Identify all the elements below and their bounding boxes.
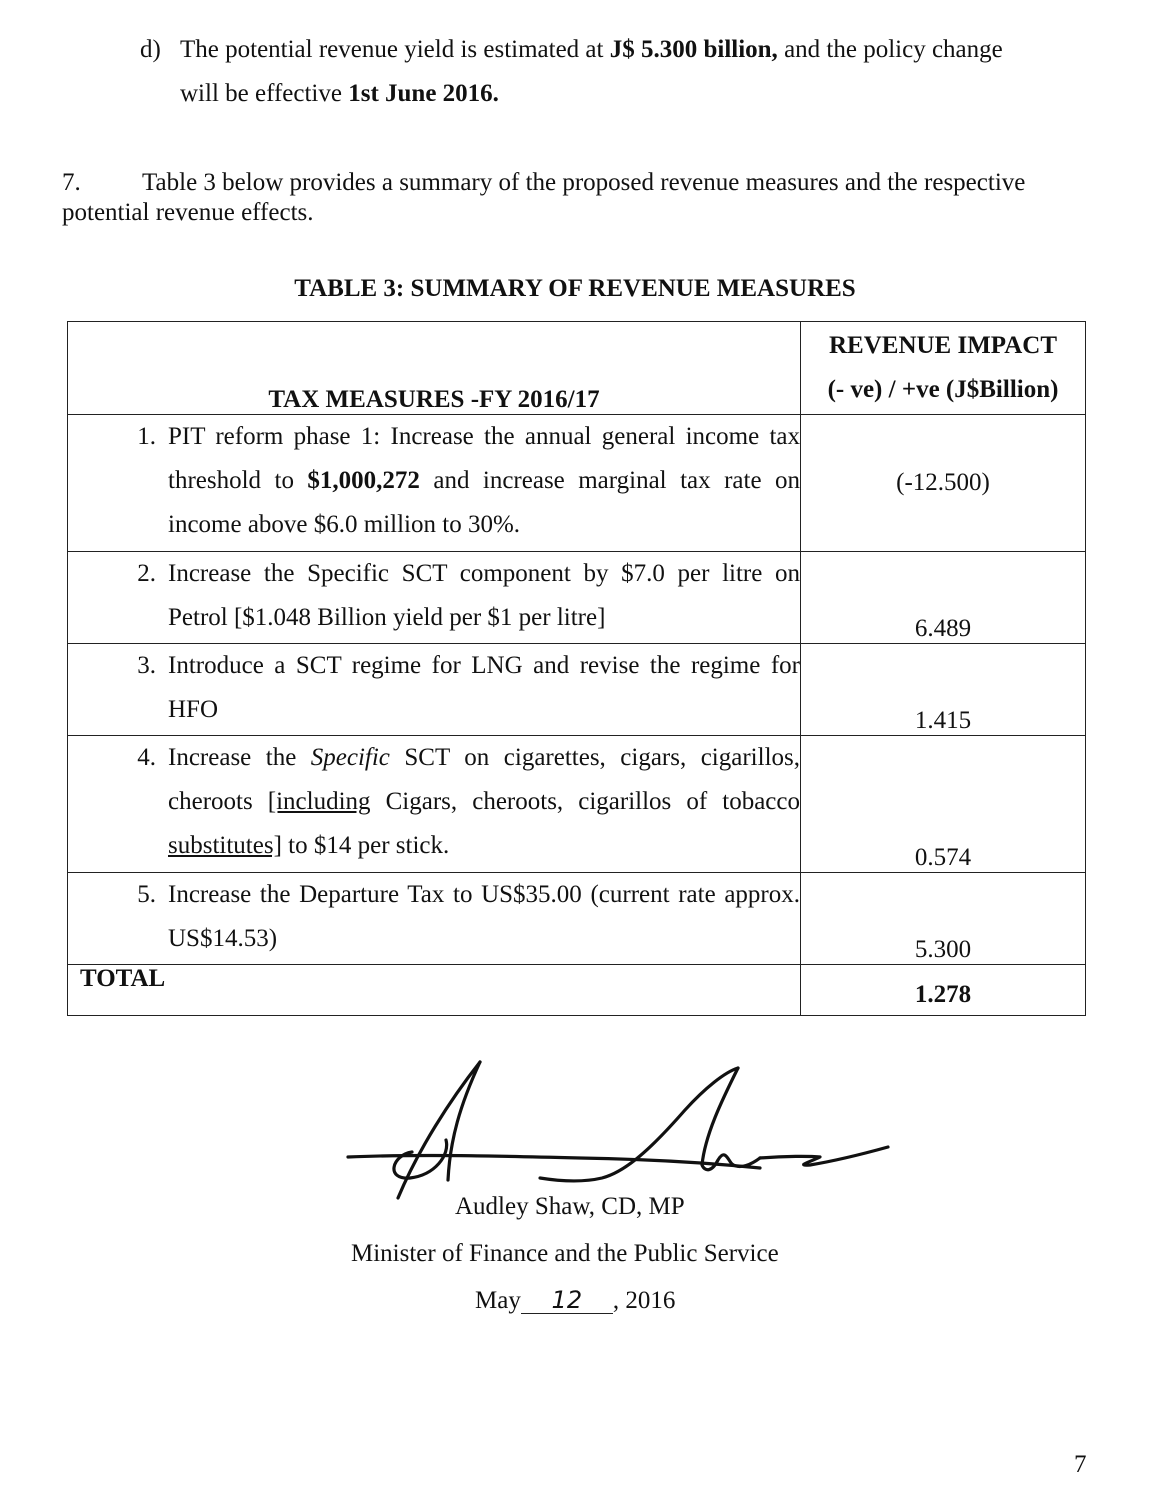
paragraph-text: will be effective — [180, 80, 349, 107]
paragraph-text: Table 3 below provides a summary of the proposed revenue measures and the respective potential revenue effects. — [62, 169, 1026, 226]
handwritten-signature — [340, 1060, 900, 1210]
signatory-name: Audley Shaw, CD, MP — [455, 1193, 685, 1220]
header-tax-measures: TAX MEASURES -FY 2016/17 — [68, 322, 801, 415]
table-row — [68, 736, 1086, 873]
list-marker: d) — [140, 36, 161, 63]
row-number: 4. — [137, 744, 156, 771]
page-number: 7 — [1074, 1451, 1087, 1478]
table-row — [68, 415, 1086, 552]
paragraph-number: 7. — [62, 169, 81, 196]
effective-date: 1st June 2016. — [348, 80, 499, 107]
measure-cell — [68, 736, 801, 873]
signatory-title: Minister of Finance and the Public Service — [351, 1240, 779, 1267]
impact-cell: (-12.500) — [801, 415, 1086, 552]
measure-text-part: Increase the — [168, 744, 311, 771]
measure-cell — [68, 644, 801, 736]
signature-date — [475, 1287, 675, 1315]
date-suffix: , 2016 — [612, 1287, 676, 1314]
total-value: 1.278 — [801, 965, 1086, 1016]
table-row — [68, 644, 1086, 736]
measure-text: Increase the Specific SCT component by $7.0 per litre on Petrol [$1.048 Billion yield per $1 per litre] — [168, 560, 800, 631]
table-header-row — [68, 322, 1086, 415]
impact-cell: 1.415 — [801, 644, 1086, 736]
paragraph-d — [140, 28, 1090, 116]
impact-cell: 6.489 — [801, 552, 1086, 644]
row-number: 1. — [137, 423, 156, 450]
date-prefix: May — [475, 1287, 521, 1314]
measure-cell — [68, 873, 801, 965]
measure-text-part: SCT on cigarettes, cigars, cigarillos, cheroots — [168, 744, 800, 815]
impact-cell: 0.574 — [801, 736, 1086, 873]
header-impact-line2: (- ve) / +ve (J$Billion) — [827, 376, 1059, 403]
table-row — [68, 552, 1086, 644]
measure-cell — [68, 552, 801, 644]
threshold-amount: $1,000,272 — [307, 467, 420, 494]
measure-text: Introduce a SCT regime for LNG and revise the regime for HFO — [168, 652, 800, 723]
impact-cell: 5.300 — [801, 873, 1086, 965]
measure-text: Increase the Departure Tax to US$35.00 (current rate approx. US$14.53) — [168, 881, 800, 952]
row-number: 5. — [137, 881, 156, 908]
header-revenue-impact — [801, 322, 1086, 415]
paragraph-7 — [62, 168, 1077, 228]
measure-text-underlined: substitutes] — [168, 832, 282, 859]
measure-text-italic: Specific — [310, 744, 390, 771]
row-number: 2. — [137, 560, 156, 587]
measure-text-part: PIT reform phase 1: Increase the annual general income tax threshold to — [168, 423, 800, 494]
measure-text — [168, 415, 800, 547]
paragraph-text: The potential revenue yield is estimated at — [180, 36, 610, 63]
revenue-measures-table — [67, 321, 1086, 1016]
total-label: TOTAL — [68, 965, 801, 1016]
measure-text-part: to $14 per stick. — [281, 832, 450, 859]
measure-cell — [68, 415, 801, 552]
date-day-handwritten: 12 — [521, 1287, 613, 1314]
table-title: TABLE 3: SUMMARY OF REVENUE MEASURES — [294, 275, 856, 302]
table-row — [68, 873, 1086, 965]
revenue-yield-amount: J$ 5.300 billion, — [609, 36, 778, 63]
measure-text-part: Cigars, cheroots, cigarillos of tobacco — [370, 788, 800, 815]
measure-text-underlined: [including — [267, 788, 371, 815]
paragraph-text: and the policy change — [777, 36, 1003, 63]
header-impact-line1: REVENUE IMPACT — [828, 332, 1057, 359]
table-total-row — [68, 965, 1086, 1016]
row-number: 3. — [137, 652, 156, 679]
measure-text-part: and increase marginal tax rate on income above $6.0 million to 30%. — [168, 467, 800, 538]
measure-text — [168, 736, 800, 868]
